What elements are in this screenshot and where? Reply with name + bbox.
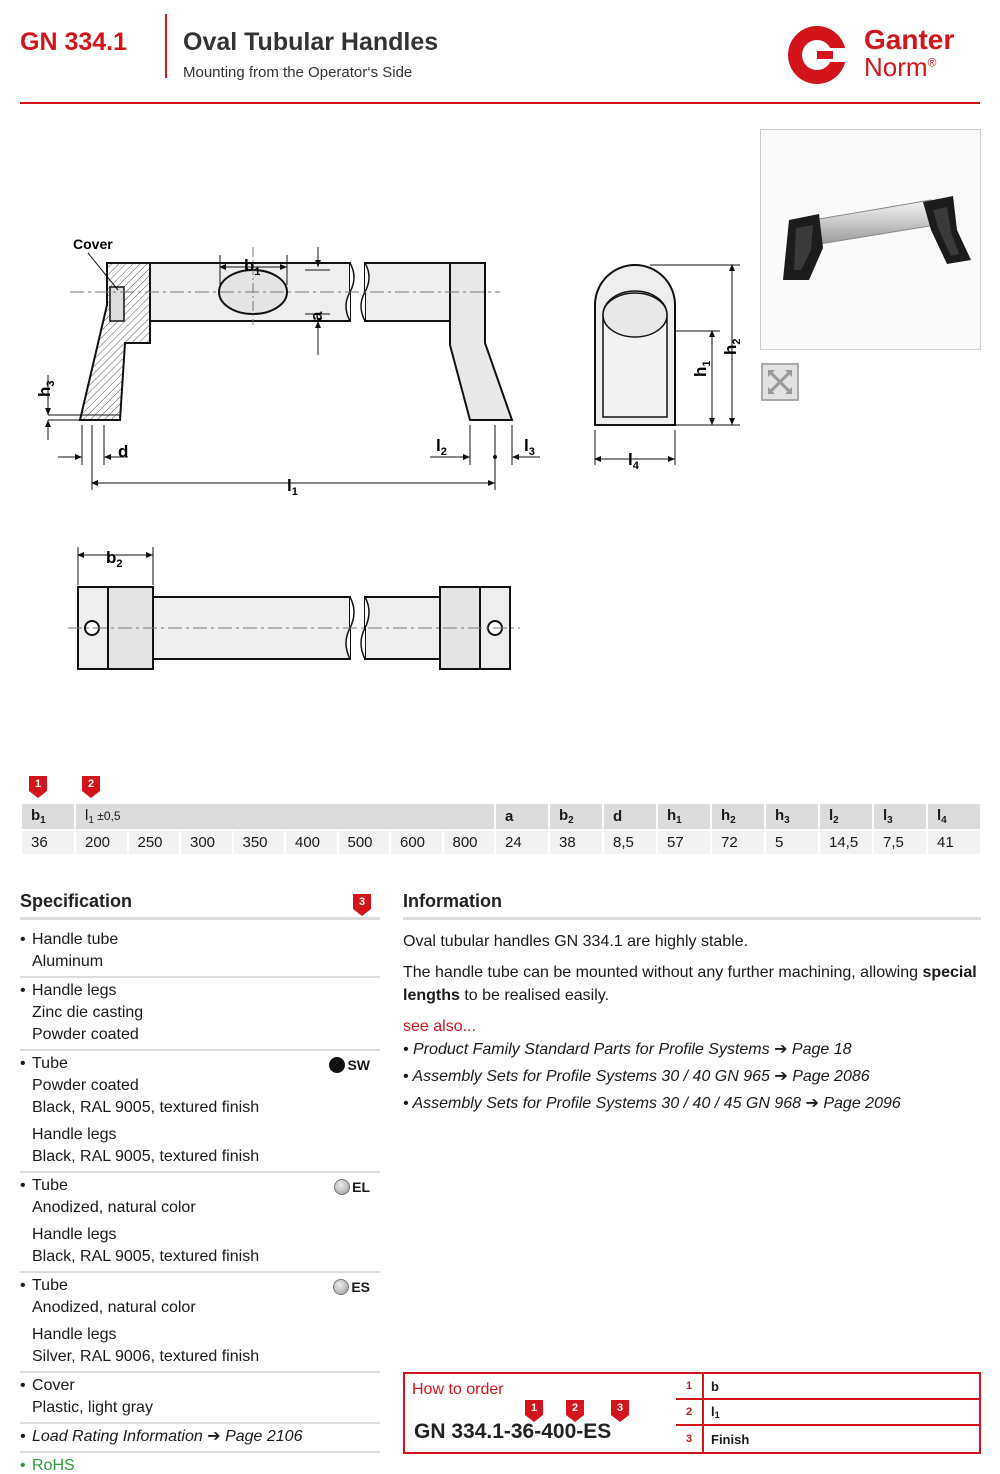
label-b2: $b_2$ [106, 548, 123, 570]
label-l4: $l_4$ [628, 450, 639, 472]
col-l2: $l_2$ [820, 804, 872, 829]
label-d: d [118, 442, 129, 461]
col-b2: $b_2$ [550, 804, 602, 829]
spec-item-handle-tube: • Handle tube Aluminum [20, 927, 380, 978]
specification-title: Specification [20, 891, 133, 911]
col-l1: $l_1 \pm 0,5$ [76, 804, 494, 829]
information-title: Information [403, 891, 502, 911]
side-view [80, 263, 512, 420]
logo-mark-icon [786, 24, 856, 86]
logo-line2: Norm® [864, 52, 937, 82]
technical-drawing [30, 225, 750, 685]
order-legend [676, 1374, 979, 1452]
finish-el-badge: EL [334, 1176, 370, 1198]
finish-dot-icon [329, 1057, 345, 1073]
col-d: d [604, 804, 656, 829]
how-to-order-label: How to order [412, 1381, 504, 1398]
table-row: 36 200 250 300 350 400 500 600 800 24 38 8,5 57 72 5 14,5 7,5 41 [22, 831, 980, 854]
specification-list [20, 927, 380, 1474]
logo-line1: Ganter [864, 24, 955, 55]
finish-sw-badge: SW [329, 1054, 370, 1076]
spec-item-handle-legs: • Handle legs Zinc die casting Powder coated [20, 978, 380, 1051]
header-rule [20, 102, 980, 104]
spec-item-load-rating [20, 1424, 380, 1453]
end-view [595, 265, 675, 425]
order-badge-2: 2 [566, 1400, 584, 1422]
ref-link-1[interactable]: • Product Family Standard Parts for Profile Systems ➔ Page 18 [403, 1041, 852, 1058]
dimension-table [20, 802, 982, 856]
cad-model-icon[interactable] [760, 362, 800, 402]
finish-dot-icon [333, 1279, 349, 1295]
spec-item-finish-el: EL • Tube Anodized, natural color Handle legs Black, RAL 9005, textured finish [20, 1173, 380, 1273]
col-h1: $h_1$ [658, 804, 710, 829]
information-body [403, 930, 983, 1115]
brand-logo [786, 24, 982, 86]
info-paragraph-2: The handle tube can be mounted without any further machining, allowing special lengths to be realised easily. [403, 964, 977, 1004]
spec-item-rohs: • RoHS [20, 1453, 380, 1474]
spec-rule [20, 917, 380, 920]
order-legend-row: 1 b [676, 1374, 979, 1400]
col-b1: $b_1$ [22, 804, 74, 829]
load-rating-link[interactable]: • Load Rating Information ➔ Page 2106 [20, 1426, 380, 1448]
label-h3: $h_3$ [35, 380, 57, 397]
spec-item-finish-es: ES • Tube Anodized, natural color Handle legs Silver, RAL 9006, textured finish [20, 1273, 380, 1373]
badge-3: 3 [353, 894, 371, 916]
order-code: GN 334.1-36-400-ES [414, 1420, 612, 1443]
col-l4: $l_4$ [928, 804, 980, 829]
badge-2: 2 [82, 776, 100, 798]
header-divider [165, 14, 167, 78]
col-h2: $h_2$ [712, 804, 764, 829]
finish-es-badge: ES [333, 1276, 370, 1298]
ref-link-2[interactable]: • Assembly Sets for Profile Systems 30 / 40 GN 965 ➔ Page 2086 [403, 1068, 870, 1085]
ref-link-3[interactable]: • Assembly Sets for Profile Systems 30 / 40 / 45 GN 968 ➔ Page 2096 [403, 1095, 901, 1112]
page-title: Oval Tubular Handles [183, 28, 439, 56]
label-b1: $b_1$ [244, 256, 261, 278]
table-header-row [22, 804, 980, 829]
order-badge-3: 3 [611, 1400, 629, 1422]
info-paragraph-1: Oval tubular handles GN 334.1 are highly stable. [403, 933, 749, 950]
col-l3: $l_3$ [874, 804, 926, 829]
label-l2: $l_2$ [436, 436, 447, 458]
spec-item-cover: • Cover Plastic, light gray [20, 1373, 380, 1424]
col-a: a [496, 804, 548, 829]
order-badge-1: 1 [525, 1400, 543, 1422]
page-subtitle: Mounting from the Operator‘s Side [183, 64, 413, 81]
badge-1: 1 [29, 776, 47, 798]
label-l1: $l_1$ [287, 476, 298, 498]
label-l3: $l_3$ [524, 436, 535, 458]
see-also-label: see also... [403, 1018, 476, 1035]
info-rule [403, 917, 981, 920]
label-h1: $h_1$ [691, 360, 713, 377]
spec-item-finish-sw: SW • Tube Powder coated Black, RAL 9005, textured finish Handle legs Black, RAL 9005, textured finish [20, 1051, 380, 1173]
finish-dot-icon [334, 1179, 350, 1195]
product-photo [760, 129, 981, 350]
handle-photo-icon [761, 130, 980, 349]
order-legend-row: 2 l1 [676, 1400, 979, 1426]
order-legend-row: 3 Finish [676, 1426, 979, 1452]
label-a: a [307, 311, 326, 321]
label-h2: $h_2$ [721, 338, 743, 355]
product-code: GN 334.1 [20, 28, 128, 56]
label-cover: Cover [73, 236, 113, 252]
col-h3: $h_3$ [766, 804, 818, 829]
